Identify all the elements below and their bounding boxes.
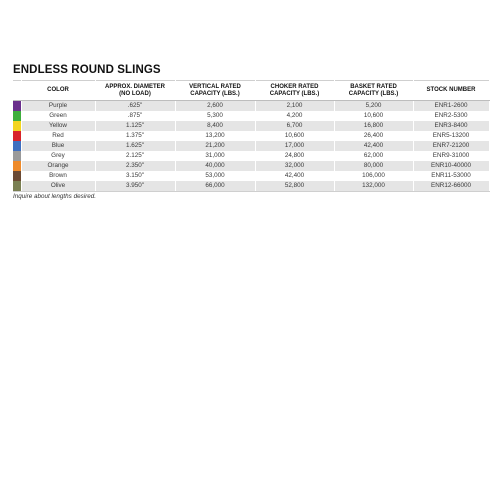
cell-choker: 4,200 — [255, 111, 334, 121]
cell-vertical: 53,000 — [175, 171, 255, 181]
cell-basket: 26,400 — [334, 131, 413, 141]
cell-color: Orange — [21, 161, 95, 171]
swatch-column-header — [13, 81, 21, 101]
cell-stock: ENR10-40000 — [413, 161, 489, 171]
color-swatch-cell — [13, 151, 21, 161]
cell-vertical: 13,200 — [175, 131, 255, 141]
cell-color: Grey — [21, 151, 95, 161]
cell-choker: 42,400 — [255, 171, 334, 181]
cell-choker: 17,000 — [255, 141, 334, 151]
cell-diameter: 2.125" — [95, 151, 175, 161]
color-swatch-cell — [13, 181, 21, 192]
cell-basket: 5,200 — [334, 101, 413, 112]
table-row — [13, 171, 489, 181]
cell-basket: 62,000 — [334, 151, 413, 161]
cell-vertical: 5,300 — [175, 111, 255, 121]
cell-diameter: 1.375" — [95, 131, 175, 141]
cell-basket: 132,000 — [334, 181, 413, 192]
color-swatch-cell — [13, 111, 21, 121]
color-swatch-cell — [13, 141, 21, 151]
table-row — [13, 111, 489, 121]
cell-diameter: 3.950" — [95, 181, 175, 192]
cell-basket: 106,000 — [334, 171, 413, 181]
cell-stock: ENR1-2600 — [413, 101, 489, 112]
cell-choker: 6,700 — [255, 121, 334, 131]
cell-diameter: 3.150" — [95, 171, 175, 181]
cell-stock: ENR3-8400 — [413, 121, 489, 131]
color-swatch — [13, 121, 21, 131]
cell-color: Purple — [21, 101, 95, 112]
cell-color: Brown — [21, 171, 95, 181]
color-swatch — [13, 171, 21, 181]
cell-basket: 42,400 — [334, 141, 413, 151]
cell-color: Red — [21, 131, 95, 141]
cell-color: Olive — [21, 181, 95, 192]
cell-choker: 52,800 — [255, 181, 334, 192]
cell-stock: ENR9-31000 — [413, 151, 489, 161]
cell-diameter: 2.350" — [95, 161, 175, 171]
table-body — [13, 101, 489, 192]
table-row — [13, 151, 489, 161]
column-header-color: COLOR — [21, 81, 95, 101]
color-swatch-cell — [13, 171, 21, 181]
table-row — [13, 141, 489, 151]
cell-vertical: 8,400 — [175, 121, 255, 131]
column-header-vertical: VERTICAL RATED CAPACITY (LBS.) — [175, 81, 255, 101]
cell-vertical: 2,600 — [175, 101, 255, 112]
cell-diameter: 1.625" — [95, 141, 175, 151]
color-swatch-cell — [13, 131, 21, 141]
color-swatch — [13, 181, 21, 191]
column-header-diameter: APPROX. DIAMETER (NO LOAD) — [95, 81, 175, 101]
column-header-basket: BASKET RATED CAPACITY (LBS.) — [334, 81, 413, 101]
cell-vertical: 21,200 — [175, 141, 255, 151]
sling-capacity-table — [13, 80, 490, 192]
table-row — [13, 101, 489, 112]
cell-color: Green — [21, 111, 95, 121]
table-row — [13, 131, 489, 141]
cell-color: Blue — [21, 141, 95, 151]
cell-vertical: 31,000 — [175, 151, 255, 161]
cell-choker: 24,800 — [255, 151, 334, 161]
cell-color: Yellow — [21, 121, 95, 131]
color-swatch — [13, 151, 21, 161]
color-swatch — [13, 131, 21, 141]
table-row — [13, 181, 489, 192]
color-swatch-cell — [13, 101, 21, 112]
color-swatch-cell — [13, 121, 21, 131]
color-swatch-cell — [13, 161, 21, 171]
cell-diameter: .875" — [95, 111, 175, 121]
cell-choker: 10,600 — [255, 131, 334, 141]
table-row — [13, 121, 489, 131]
color-swatch — [13, 141, 21, 151]
table-row — [13, 161, 489, 171]
cell-basket: 10,600 — [334, 111, 413, 121]
column-header-choker: CHOKER RATED CAPACITY (LBS.) — [255, 81, 334, 101]
color-swatch — [13, 101, 21, 111]
color-swatch — [13, 161, 21, 171]
cell-vertical: 66,000 — [175, 181, 255, 192]
cell-basket: 16,800 — [334, 121, 413, 131]
page-title: ENDLESS ROUND SLINGS — [13, 64, 161, 76]
cell-basket: 80,000 — [334, 161, 413, 171]
sling-spec-sheet — [13, 64, 489, 201]
cell-diameter: .625" — [95, 101, 175, 112]
cell-stock: ENR2-5300 — [413, 111, 489, 121]
cell-diameter: 1.125" — [95, 121, 175, 131]
table-header-row — [13, 81, 489, 101]
cell-stock: ENR7-21200 — [413, 141, 489, 151]
cell-stock: ENR12-66000 — [413, 181, 489, 192]
column-header-stock: STOCK NUMBER — [413, 81, 489, 101]
cell-choker: 2,100 — [255, 101, 334, 112]
cell-stock: ENR11-53000 — [413, 171, 489, 181]
lengths-note: Inquire about lengths desired. — [13, 193, 96, 200]
cell-choker: 32,000 — [255, 161, 334, 171]
cell-stock: ENR5-13200 — [413, 131, 489, 141]
color-swatch — [13, 111, 21, 121]
cell-vertical: 40,000 — [175, 161, 255, 171]
